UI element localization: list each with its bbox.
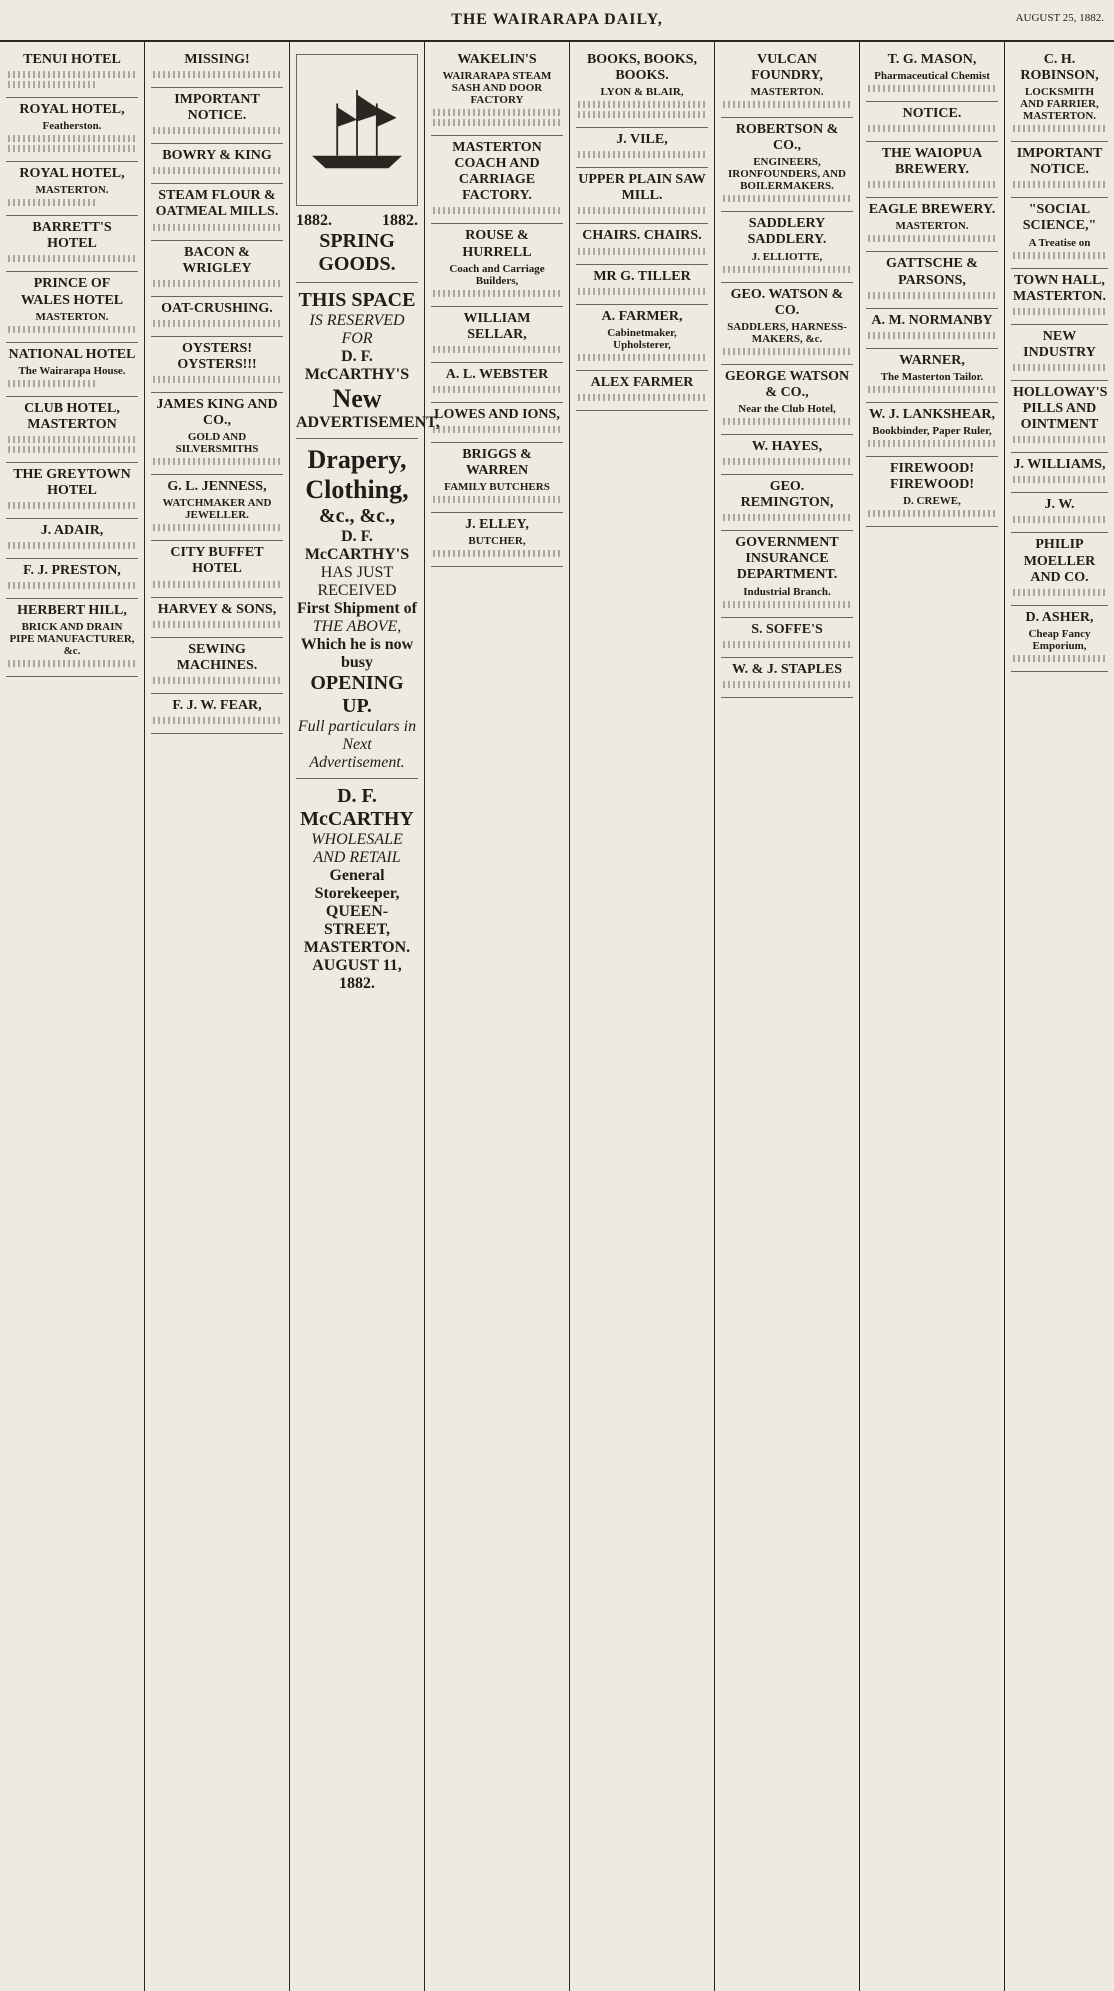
- reserved: IS RESERVED FOR: [309, 312, 405, 347]
- ad: [151, 241, 283, 297]
- ad: [1011, 493, 1108, 533]
- text-lines: [153, 71, 281, 78]
- ad-subheading: A Treatise on: [1028, 236, 1091, 249]
- ad-heading: NEW INDUSTRY: [1023, 328, 1096, 360]
- ad: [1011, 606, 1108, 672]
- ad: [151, 694, 283, 734]
- ad: [866, 403, 998, 457]
- ad-subheading: The Wairarapa House.: [18, 364, 126, 377]
- column-8: [1005, 42, 1114, 1991]
- text-lines: [868, 510, 996, 517]
- ad-heading: A. L. WEBSTER: [445, 366, 549, 382]
- ad-heading: ROBERTSON & CO.,: [735, 122, 839, 154]
- text-lines: [153, 458, 281, 465]
- ad-subheading: WATCHMAKER AND JEWELLER.: [162, 497, 272, 522]
- text-lines: [1013, 516, 1106, 523]
- general: General Storekeeper,: [314, 867, 400, 902]
- ad: [151, 184, 283, 240]
- ad-heading: WARNER,: [899, 352, 965, 368]
- ad: [431, 363, 563, 403]
- text-lines: [153, 224, 281, 231]
- ad-subheading: Featherston.: [42, 120, 102, 133]
- ad: [431, 307, 563, 363]
- ad-heading: BARRETT'S HOTEL: [32, 220, 112, 252]
- text-lines: [868, 440, 996, 447]
- ad-heading: GEORGE WATSON & CO.,: [724, 368, 850, 400]
- ad: [721, 365, 853, 435]
- ad: [6, 397, 138, 463]
- ad: [151, 337, 283, 393]
- ad: [151, 144, 283, 184]
- ad-heading: ROYAL HOTEL,: [19, 102, 125, 118]
- drapery: Drapery,: [307, 445, 407, 474]
- text-lines: [868, 125, 996, 132]
- ad: [1011, 533, 1108, 605]
- text-lines: [723, 418, 851, 425]
- ad: [576, 168, 708, 224]
- column-6: [715, 42, 860, 1991]
- ad-heading: D. ASHER,: [1025, 609, 1094, 625]
- text-lines: [578, 394, 706, 401]
- ad-heading: GOVERNMENT INSURANCE DEPARTMENT.: [735, 535, 839, 583]
- ad: [151, 638, 283, 694]
- divider: [296, 438, 418, 439]
- ad: [866, 102, 998, 142]
- dfmc-repeat: D. F. McCARTHY'S: [304, 528, 410, 563]
- ad: [576, 224, 708, 264]
- advertisement: ADVERTISEMENT,: [296, 414, 440, 431]
- ad: [431, 224, 563, 306]
- ad: [431, 403, 563, 443]
- ad: [866, 48, 998, 102]
- ad: [151, 393, 283, 475]
- ad: [721, 618, 853, 658]
- etc: &c., &c.,: [318, 505, 396, 527]
- divider: [296, 778, 418, 779]
- ad: [866, 457, 998, 527]
- text-lines: [868, 292, 996, 299]
- ad-heading: TOWN HALL, MASTERTON.: [1013, 272, 1106, 304]
- ad-heading: BACON & WRIGLEY: [182, 244, 252, 276]
- spring-goods: SPRING GOODS.: [318, 230, 396, 275]
- text-lines: [1013, 125, 1106, 132]
- text-lines: [8, 380, 98, 387]
- dfmc-name: D. F. McCARTHY'S: [304, 348, 410, 383]
- ad-subheading: BUTCHER,: [468, 535, 526, 548]
- ad: [866, 349, 998, 403]
- text-lines: [153, 621, 281, 628]
- text-lines: [868, 332, 996, 339]
- ad: [576, 48, 708, 128]
- ad-subheading: Cheap Fancy Emporium,: [1028, 627, 1091, 652]
- ad: [6, 272, 138, 342]
- text-lines: [433, 207, 561, 214]
- text-lines: [433, 386, 561, 393]
- ad-heading: TENUI HOTEL: [23, 52, 121, 67]
- ad: [721, 658, 853, 698]
- text-lines: [723, 641, 851, 648]
- text-lines: [868, 181, 996, 188]
- busy: Which he is now busy: [300, 636, 414, 671]
- ad-heading: LOWES AND IONS,: [434, 406, 560, 422]
- ad-subheading: MASTERTON.: [35, 310, 109, 323]
- text-lines: [8, 199, 98, 206]
- text-lines: [8, 326, 136, 333]
- text-lines: [8, 71, 136, 78]
- ad-heading: F. J. W. FEAR,: [172, 697, 262, 713]
- ad: [151, 541, 283, 597]
- ad-heading: J. VILE,: [616, 132, 668, 148]
- ad: [6, 343, 138, 397]
- masthead-title: THE WAIRARAPA DAILY,: [451, 11, 663, 28]
- ad-heading: G. L. JENNESS,: [167, 479, 267, 495]
- ad-heading: HERBERT HILL,: [17, 603, 127, 619]
- ad-heading: FIREWOOD! FIREWOOD!: [890, 460, 974, 493]
- text-lines: [433, 109, 561, 116]
- ad-subheading: MASTERTON.: [750, 86, 824, 99]
- ad: [6, 48, 138, 98]
- ad-subheading: SADDLERS, HARNESS-MAKERS, &c.: [727, 320, 847, 345]
- text-lines: [578, 354, 706, 361]
- queen-street: QUEEN-STREET, MASTERTON.: [303, 903, 411, 956]
- text-lines: [433, 550, 561, 557]
- ad: [866, 309, 998, 349]
- ad-subheading: The Masterton Tailor.: [880, 370, 984, 383]
- ad-heading: JAMES KING AND CO.,: [156, 397, 278, 429]
- divider: [296, 282, 418, 283]
- ad-heading: MASTERTON COACH AND CARRIAGE FACTORY.: [452, 140, 542, 204]
- ad-subheading: FAMILY BUTCHERS: [444, 481, 550, 494]
- text-lines: [8, 135, 136, 142]
- column-1: [0, 42, 145, 1991]
- ad-heading: J. W.: [1044, 497, 1075, 513]
- text-lines: [433, 496, 561, 503]
- text-lines: [723, 458, 851, 465]
- masthead-date: AUGUST 25, 1882.: [1015, 12, 1104, 24]
- just-received: HAS JUST RECEIVED: [317, 564, 397, 599]
- ad-heading: GEO. REMINGTON,: [740, 479, 834, 511]
- ad-heading: W. J. LANKSHEAR,: [869, 406, 995, 422]
- ad-subheading: MASTERTON.: [895, 220, 969, 233]
- ad-heading: THE WAIOPUA BREWERY.: [881, 146, 983, 178]
- ad-heading: "SOCIAL SCIENCE,": [1022, 202, 1097, 234]
- ad-heading: MR G. TILLER: [593, 268, 691, 284]
- text-lines: [8, 145, 136, 152]
- text-lines: [868, 85, 996, 92]
- text-lines: [153, 320, 281, 327]
- the-above: THE ABOVE,: [312, 618, 402, 635]
- text-lines: [153, 280, 281, 287]
- ad: [576, 305, 708, 371]
- ad-heading: PHILIP MOELLER AND CO.: [1023, 537, 1096, 585]
- ad: [576, 265, 708, 305]
- ad: [721, 531, 853, 617]
- opening-up: OPENING UP.: [310, 672, 404, 717]
- ad-heading: WILLIAM SELLAR,: [463, 310, 531, 342]
- ad-subheading: MASTERTON.: [35, 184, 109, 197]
- text-lines: [723, 266, 851, 273]
- ad-heading: EAGLE BREWERY.: [868, 202, 996, 218]
- text-lines: [723, 601, 851, 608]
- ad-heading: SADDLERY SADDLERY.: [747, 216, 827, 248]
- text-lines: [153, 524, 281, 531]
- text-lines: [723, 348, 851, 355]
- text-lines: [433, 290, 561, 297]
- ship-illustration: [296, 54, 418, 206]
- first-shipment: First Shipment of: [297, 600, 417, 617]
- ad-heading: BOWRY & KING: [162, 148, 272, 164]
- ad-heading: BRIGGS & WARREN: [462, 447, 532, 479]
- text-lines: [8, 582, 136, 589]
- column-7: [860, 42, 1005, 1991]
- ad: [576, 128, 708, 168]
- ship-icon: [303, 63, 411, 198]
- ad: [1011, 381, 1108, 453]
- ad-subheading: BRICK AND DRAIN PIPE MANUFACTURER, &c.: [9, 621, 135, 658]
- wholesale: WHOLESALE AND RETAIL: [311, 831, 403, 866]
- text-lines: [1013, 364, 1106, 371]
- text-lines: [153, 677, 281, 684]
- ad: [1011, 198, 1108, 268]
- text-lines: [723, 195, 851, 202]
- ad-subheading: D. CREWE,: [903, 495, 961, 508]
- ad: [431, 48, 563, 136]
- text-lines: [723, 514, 851, 521]
- ad: [6, 599, 138, 677]
- clothing: Clothing,: [305, 475, 409, 504]
- text-lines: [868, 386, 996, 393]
- ad: [866, 142, 998, 198]
- text-lines: [723, 101, 851, 108]
- ad-heading: IMPORTANT NOTICE.: [1016, 146, 1103, 178]
- ad-heading: ROUSE & HURRELL: [462, 228, 532, 260]
- column-2: [145, 42, 290, 1991]
- text-lines: [578, 248, 706, 255]
- ad: [151, 297, 283, 337]
- ad-heading: ALEX FARMER: [590, 374, 694, 390]
- ad: [1011, 142, 1108, 198]
- ad: [1011, 325, 1108, 381]
- ad: [721, 212, 853, 282]
- ad-heading: J. WILLIAMS,: [1013, 457, 1106, 473]
- ad-heading: VULCAN FOUNDRY,: [751, 52, 823, 84]
- ad-heading: CITY BUFFET HOTEL: [170, 545, 264, 577]
- ad-heading: F. J. PRESTON,: [23, 563, 121, 579]
- ad: [866, 252, 998, 308]
- august-date: AUGUST 11, 1882.: [312, 957, 402, 992]
- ad-heading: S. SOFFE'S: [751, 621, 823, 637]
- ad: [6, 519, 138, 559]
- ad: [1011, 453, 1108, 493]
- ad-subheading: LOCKSMITH AND FARRIER, MASTERTON.: [1020, 86, 1099, 123]
- ad: [721, 475, 853, 531]
- ad-heading: T. G. MASON,: [887, 52, 977, 67]
- column-4: [425, 42, 570, 1991]
- text-lines: [8, 502, 136, 509]
- text-lines: [153, 167, 281, 174]
- ad-heading: OAT-CRUSHING.: [161, 300, 273, 316]
- text-lines: [8, 436, 136, 443]
- ad-heading: HARVEY & SONS,: [157, 601, 277, 617]
- text-lines: [578, 207, 706, 214]
- ad-heading: C. H. ROBINSON,: [1020, 52, 1099, 84]
- text-lines: [153, 581, 281, 588]
- column-5: [570, 42, 715, 1991]
- ad: [6, 98, 138, 162]
- ad: [6, 463, 138, 519]
- ad: [721, 118, 853, 212]
- text-lines: [578, 111, 706, 118]
- text-lines: [8, 542, 136, 549]
- ad: [431, 443, 563, 513]
- year-left: 1882.: [296, 212, 332, 229]
- big-name: D. F. McCARTHY: [300, 785, 414, 830]
- text-lines: [578, 288, 706, 295]
- ad-heading: GATTSCHE & PARSONS,: [886, 256, 978, 288]
- column-3: [290, 42, 440, 1991]
- text-lines: [433, 119, 561, 126]
- text-lines: [8, 446, 136, 453]
- text-lines: [8, 255, 136, 262]
- ad-subheading: Near the Club Hotel,: [738, 402, 836, 415]
- text-lines: [723, 681, 851, 688]
- ad-heading: CLUB HOTEL, MASTERTON: [24, 400, 120, 432]
- ad: [6, 559, 138, 599]
- columns: [0, 42, 1114, 1991]
- ad-heading: NOTICE.: [902, 106, 962, 122]
- text-lines: [433, 426, 561, 433]
- ad-subheading: Coach and Carriage Builders,: [449, 262, 545, 287]
- text-lines: [868, 235, 996, 242]
- ad-subheading: Pharmaceutical Chemist: [874, 70, 990, 83]
- text-lines: [578, 151, 706, 158]
- ad: [151, 88, 283, 144]
- year-right: 1882.: [382, 212, 418, 229]
- new: New: [332, 384, 382, 413]
- text-lines: [1013, 655, 1106, 662]
- ad-subheading: Industrial Branch.: [743, 585, 831, 598]
- ad: [431, 513, 563, 567]
- ad-heading: UPPER PLAIN SAW MILL.: [578, 172, 706, 204]
- ad-heading: A. M. NORMANBY: [871, 312, 993, 328]
- ad-heading: J. ELLEY,: [465, 517, 529, 533]
- ad-subheading: GOLD AND SILVERSMITHS: [175, 431, 259, 456]
- ad: [721, 283, 853, 365]
- ad: [866, 198, 998, 252]
- text-lines: [578, 101, 706, 108]
- text-lines: [153, 376, 281, 383]
- ad-heading: PRINCE OF WALES HOTEL: [20, 276, 124, 308]
- text-lines: [1013, 181, 1106, 188]
- ad-subheading: Bookbinder, Paper Ruler,: [872, 424, 992, 437]
- ad-heading: NATIONAL HOTEL: [8, 346, 136, 362]
- ad: [721, 435, 853, 475]
- ad: [151, 475, 283, 541]
- ad-subheading: WAIRARAPA STEAM SASH AND DOOR FACTORY: [442, 70, 552, 107]
- ad-heading: W. HAYES,: [751, 438, 823, 454]
- text-lines: [433, 346, 561, 353]
- ad-heading: BOOKS, BOOKS, BOOKS.: [586, 52, 698, 84]
- ad-heading: CHAIRS. CHAIRS.: [582, 228, 702, 244]
- ad-heading: WAKELIN'S: [457, 52, 537, 67]
- ad-subheading: ENGINEERS, IRONFOUNDERS, AND BOILERMAKERS.: [728, 156, 846, 193]
- ad-heading: IMPORTANT NOTICE.: [174, 92, 260, 124]
- ad: [151, 48, 283, 88]
- text-lines: [1013, 252, 1106, 259]
- text-lines: [8, 660, 136, 667]
- text-lines: [1013, 589, 1106, 596]
- masthead: [0, 0, 1114, 42]
- ad: [6, 216, 138, 272]
- ad-heading: STEAM FLOUR & OATMEAL MILLS.: [155, 188, 279, 220]
- text-lines: [153, 127, 281, 134]
- ad-heading: A. FARMER,: [601, 308, 683, 324]
- ad-heading: ROYAL HOTEL,: [19, 166, 125, 182]
- text-lines: [1013, 436, 1106, 443]
- ad: [1011, 269, 1108, 325]
- text-lines: [1013, 476, 1106, 483]
- particulars: Full particulars in Next Advertisement.: [297, 718, 417, 771]
- ad-heading: W. & J. STAPLES: [731, 661, 843, 677]
- ad: [721, 48, 853, 118]
- ad: [576, 371, 708, 411]
- ad: [431, 136, 563, 224]
- ad-subheading: J. ELLIOTTE,: [751, 250, 823, 263]
- ad-heading: J. ADAIR,: [40, 523, 104, 539]
- text-lines: [153, 717, 281, 724]
- ad-heading: HOLLOWAY'S PILLS AND OINTMENT: [1013, 384, 1108, 433]
- ad-subheading: Cabinetmaker, Upholsterer,: [607, 326, 677, 351]
- text-lines: [1013, 308, 1106, 315]
- ad-heading: GEO. WATSON & CO.: [730, 286, 844, 318]
- text-lines: [8, 81, 98, 88]
- this-space: THIS SPACE: [298, 289, 416, 311]
- ad-heading: SEWING MACHINES.: [176, 641, 258, 673]
- ad-heading: OYSTERS! OYSTERS!!!: [177, 340, 257, 372]
- ad-subheading: LYON & BLAIR,: [600, 86, 684, 99]
- ad-heading: MISSING!: [184, 52, 250, 67]
- ad-heading: THE GREYTOWN HOTEL: [13, 466, 131, 499]
- years: [296, 212, 418, 230]
- ad: [6, 162, 138, 216]
- ad: [151, 598, 283, 638]
- ad: [1011, 48, 1108, 142]
